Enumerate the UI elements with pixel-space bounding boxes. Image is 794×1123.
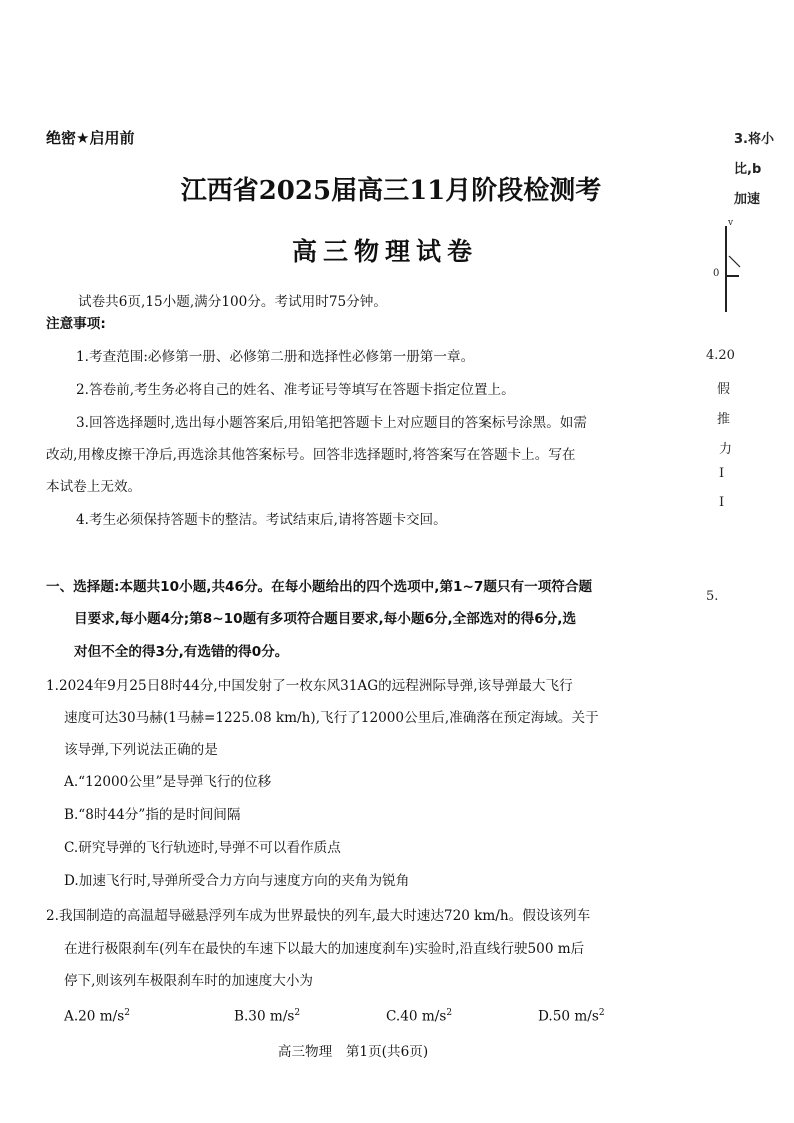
question-2-option-a: A.20 $m/s^2$ <box>64 1008 130 1025</box>
notice-item: 改动,用橡皮擦干净后,再选涂其他答案标号。回答非选择题时,将答案写在答题卡上。写在 <box>46 447 576 463</box>
page-footer: 高三物理 第1页(共6页) <box>277 1044 429 1060</box>
exam-subtitle: 高三物理试卷 <box>291 237 478 266</box>
notice-item: 4.考生必须保持答题卡的整洁。考试结束后,请将答题卡交回。 <box>76 512 447 528</box>
exam-title: 江西省2025届高三11月阶段检测考 <box>180 176 602 206</box>
question-1-option-a: A.“12000公里”是导弹飞行的位移 <box>64 774 272 790</box>
question-1-option-d: D.加速飞行时,导弹所受合力方向与速度方向的夹角为锐角 <box>64 873 410 889</box>
notice-item: 本试卷上无效。 <box>46 479 142 495</box>
question-2-stem: 在进行极限刹车(列车在最快的车速下以最大的加速度刹车)实验时,沿直线行驶500 m后 <box>64 941 585 957</box>
question-1-option-c: C.研究导弹的飞行轨迹时,导弹不可以看作质点 <box>64 840 341 856</box>
side-question-4: 4.20 <box>706 348 735 363</box>
side-question-4: I <box>719 495 725 510</box>
question-2-stem: 停下,则该列车极限刹车时的加速度大小为 <box>64 973 314 989</box>
side-question-3: 加速 <box>734 192 761 207</box>
side-question-4: 推 <box>717 412 731 427</box>
side-question-4: 假 <box>717 382 731 397</box>
question-1-stem: 该导弹,下列说法正确的是 <box>64 742 218 758</box>
side-axis-horizontal <box>725 275 739 277</box>
side-question-4: 力 <box>719 442 733 457</box>
notice-item: 2.答卷前,考生务必将自己的姓名、准考证号等填写在答题卡指定位置上。 <box>76 382 515 398</box>
side-question-5: 5. <box>706 589 719 604</box>
notice-heading: 注意事项: <box>46 316 106 332</box>
question-2-option-b: B.30 $m/s^2$ <box>234 1008 301 1025</box>
side-question-4: I <box>719 466 725 481</box>
notice-item: 1.考查范围:必修第一册、必修第二册和选择性必修第一册第一章。 <box>76 349 475 365</box>
question-2-stem: 2.我国制造的高温超导磁悬浮列车成为世界最快的列车,最大时速达720 km/h。假设该列车 <box>46 908 591 924</box>
section-heading: 一、选择题:本题共10小题,共46分。在每小题给出的四个选项中,第1~7题只有一项符合题 <box>46 579 593 595</box>
section-heading: 目要求,每小题4分;第8~10题有多项符合题目要求,每小题6分,全部选对的得6分,选 <box>74 611 577 627</box>
question-1-stem: 速度可达30马赫(1马赫=1225.08 km/h),飞行了12000公里后,准确落在预定海域。关于 <box>64 710 599 726</box>
side-graph-line <box>728 255 742 269</box>
side-question-3: 比,b <box>734 162 762 177</box>
section-heading: 对但不全的得3分,有选错的得0分。 <box>74 644 289 660</box>
exam-intro: 试卷共6页,15小题,满分100分。考试用时75分钟。 <box>78 294 387 310</box>
side-axis-label-origin: 0 <box>713 268 720 279</box>
confidential-mark: 绝密★启用前 <box>46 129 135 147</box>
side-axis-label-v: v <box>728 218 734 228</box>
question-2-option-d: D.50 $m/s^2$ <box>538 1008 605 1025</box>
question-1-stem: 1.2024年9月25日8时44分,中国发射了一枚东风31AG的远程洲际导弹,该导弹最大飞行 <box>46 678 573 694</box>
question-1-option-b: B.“8时44分”指的是时间间隔 <box>64 807 241 823</box>
notice-item: 3.回答选择题时,选出每小题答案后,用铅笔把答题卡上对应题目的答案标号涂黑。如需 <box>76 415 587 431</box>
side-axis-vertical <box>725 226 727 312</box>
side-question-3: 3.将小 <box>734 132 774 147</box>
question-2-option-c: C.40 $m/s^2$ <box>386 1008 453 1025</box>
